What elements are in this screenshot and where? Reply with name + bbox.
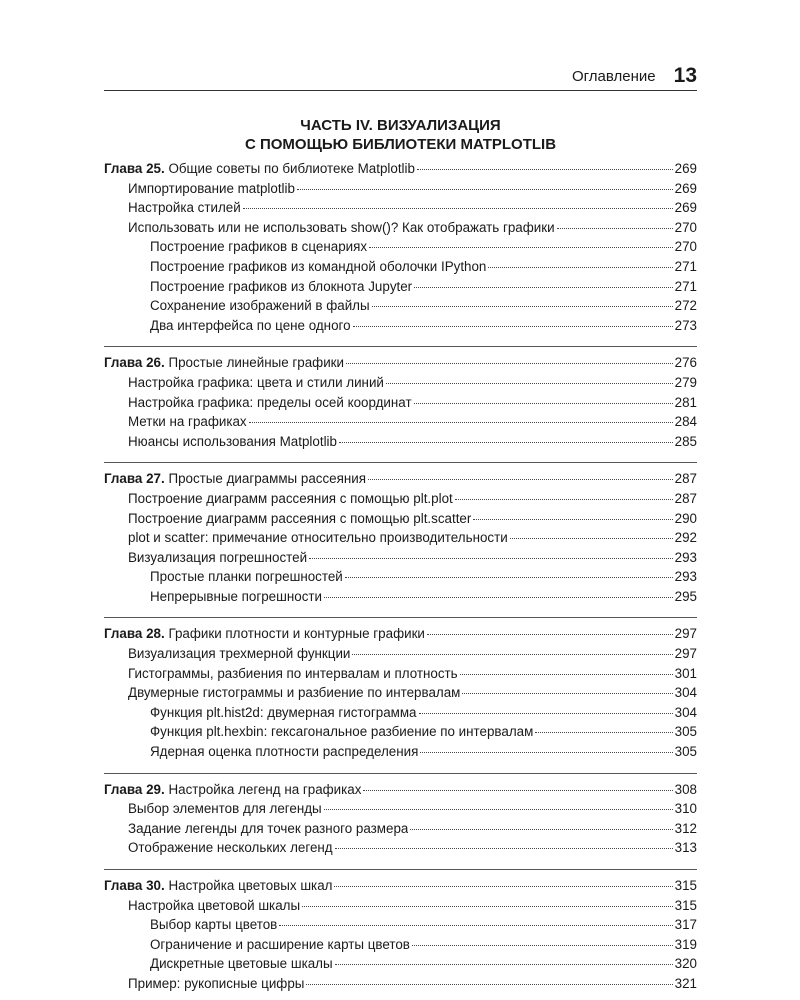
dot-leader (279, 925, 672, 926)
subsection-entry[interactable] (104, 744, 697, 764)
subsection-entry[interactable] (104, 569, 697, 589)
chapter-page: 315 (674, 878, 697, 893)
entry-title: Двумерные гистограммы и разбиение по интервалам (128, 685, 461, 701)
part-title-line-2: С ПОМОЩЬЮ БИБЛИОТЕКИ MATPLOTLIB (244, 136, 557, 153)
section-entry[interactable] (104, 434, 697, 454)
dot-leader (410, 829, 672, 830)
section-entry[interactable] (104, 821, 697, 841)
entry-title: Настройка графика: пределы осей координат (128, 394, 412, 410)
entry-title: Импортирование matplotlib (128, 180, 295, 196)
entry-page: 269 (674, 180, 697, 196)
entry-title: Метки на графиках (128, 414, 247, 430)
chapter-group (104, 346, 697, 453)
section-entry[interactable] (104, 646, 697, 666)
entry-page: 305 (674, 744, 697, 760)
dot-leader (369, 247, 673, 248)
chapter-group (104, 869, 697, 996)
dot-leader (346, 363, 673, 364)
entry-title: Построение диаграмм рассеяния с помощью plt.scatter (128, 510, 472, 526)
chapter-number: Глава 27. (104, 471, 165, 487)
entry-page: 312 (674, 820, 697, 836)
dot-leader (412, 945, 673, 946)
entry-title: Использовать или не использовать show()? Как отображать графики (128, 219, 555, 235)
entry-page: 313 (674, 840, 697, 856)
subsection-entry[interactable] (104, 937, 697, 957)
entry-page: 271 (674, 258, 697, 274)
entry-title: Отображение нескольких легенд (128, 840, 333, 856)
entry-title: Выбор карты цветов (150, 917, 278, 933)
section-entry[interactable] (104, 181, 697, 201)
dot-leader (302, 906, 673, 907)
chapter-title: Настройка цветовых шкал (168, 878, 333, 893)
entry-page: 269 (674, 200, 697, 216)
entry-title: Нюансы использования Matplotlib (128, 433, 337, 449)
dot-leader (414, 287, 673, 288)
section-entry[interactable] (104, 666, 697, 686)
chapter-number: Глава 28. (104, 626, 165, 642)
entry-page: 301 (674, 665, 697, 681)
dot-leader (363, 790, 672, 791)
entry-page: 304 (674, 685, 697, 701)
dot-leader (427, 634, 673, 635)
dot-leader (386, 383, 673, 384)
chapter-page: 297 (674, 626, 697, 642)
dot-leader (324, 597, 673, 598)
chapter-number: Глава 25. (104, 161, 165, 176)
entry-title: Построение графиков из командной оболочки IPython (150, 258, 487, 274)
chapter-entry[interactable] (104, 471, 697, 491)
running-head-title: Оглавление (572, 68, 656, 85)
section-entry[interactable] (104, 491, 697, 511)
chapter-group (104, 462, 697, 608)
entry-page: 293 (674, 549, 697, 565)
entry-page: 285 (674, 433, 697, 449)
subsection-entry[interactable] (104, 239, 697, 259)
entry-title: Настройка цветовой шкалы (128, 897, 301, 913)
entry-title: Построение графиков в сценариях (150, 239, 368, 255)
dot-leader (353, 326, 673, 327)
entry-page: 290 (674, 510, 697, 526)
entry-page: 279 (674, 374, 697, 390)
part-title (104, 116, 697, 154)
entry-page: 310 (674, 801, 697, 817)
entry-title: Гистограммы, разбиения по интервалам и плотность (128, 665, 458, 681)
section-entry[interactable] (104, 530, 697, 550)
dot-leader (419, 713, 673, 714)
dot-leader (335, 848, 673, 849)
dot-leader (488, 267, 672, 268)
entry-title: Задание легенды для точек разного размера (128, 820, 409, 836)
entry-page: 305 (674, 724, 697, 740)
entry-title: Сохранение изображений в файлы (150, 298, 370, 314)
dot-leader (339, 442, 673, 443)
chapter-entry[interactable] (104, 161, 697, 181)
dot-leader (557, 228, 673, 229)
dot-leader (368, 479, 673, 480)
chapter-page: 308 (674, 781, 697, 797)
dot-leader (414, 403, 673, 404)
chapter-title: Настройка легенд на графиках (168, 781, 362, 797)
dot-leader (510, 538, 673, 539)
dot-leader (297, 189, 673, 190)
entry-title: Непрерывные погрешности (150, 588, 323, 604)
part-title-line-1: ЧАСТЬ IV. ВИЗУАЛИЗАЦИЯ (300, 117, 501, 134)
subsection-entry[interactable] (104, 724, 697, 744)
entry-title: Дискретные цветовые шкалы (150, 956, 333, 972)
entry-title: Визуализация трехмерной функции (128, 646, 351, 662)
dot-leader (309, 558, 673, 559)
subsection-entry[interactable] (104, 705, 697, 725)
table-of-contents (104, 161, 697, 996)
entry-page: 297 (674, 646, 697, 662)
dot-leader (243, 208, 673, 209)
subsection-entry[interactable] (104, 318, 697, 338)
entry-page: 270 (674, 219, 697, 235)
chapter-label (104, 626, 425, 641)
entry-page: 270 (674, 239, 697, 255)
chapter-page: 276 (674, 355, 697, 371)
section-entry[interactable] (104, 976, 697, 996)
section-entry[interactable] (104, 200, 697, 220)
chapter-group (104, 617, 697, 763)
entry-title: Простые планки погрешностей (150, 569, 343, 585)
entry-title: Построение диаграмм рассеяния с помощью plt.plot (128, 490, 453, 506)
entry-title: Выбор элементов для легенды (128, 801, 322, 817)
dot-leader (473, 519, 672, 520)
dot-leader (455, 499, 673, 500)
chapter-entry[interactable] (104, 878, 697, 898)
section-entry[interactable] (104, 550, 697, 570)
section-entry[interactable] (104, 414, 697, 434)
chapter-entry[interactable] (104, 355, 697, 375)
chapter-title: Простые линейные графики (168, 355, 345, 371)
dot-leader (306, 984, 672, 985)
dot-leader (417, 169, 673, 170)
entry-page: 295 (674, 588, 697, 604)
entry-page: 272 (674, 298, 697, 314)
chapter-group (104, 773, 697, 860)
chapter-title: Простые диаграммы рассеяния (168, 471, 366, 487)
page-number: 13 (673, 64, 697, 87)
entry-title: Функция plt.hexbin: гексагональное разбиение по интервалам (150, 724, 534, 740)
entry-page: 293 (674, 569, 697, 585)
entry-title: Функция plt.hist2d: двумерная гистограмма (150, 704, 417, 720)
entry-page: 321 (674, 975, 697, 991)
subsection-entry[interactable] (104, 956, 697, 976)
entry-title: Два интерфейса по цене одного (150, 317, 351, 333)
running-head (104, 58, 697, 88)
entry-page: 287 (674, 490, 697, 506)
entry-title: Построение графиков из блокнота Jupyter (150, 278, 413, 294)
chapter-group (104, 161, 697, 337)
section-entry[interactable] (104, 840, 697, 860)
chapter-number: Глава 30. (104, 878, 165, 893)
section-entry[interactable] (104, 395, 697, 415)
chapter-page: 287 (674, 471, 697, 487)
dot-leader (335, 964, 673, 965)
subsection-entry[interactable] (104, 298, 697, 318)
dot-leader (345, 577, 673, 578)
dot-leader (324, 809, 673, 810)
subsection-entry[interactable] (104, 279, 697, 299)
entry-page: 319 (674, 936, 697, 952)
entry-page: 304 (674, 704, 697, 720)
chapter-title: Графики плотности и контурные графики (168, 626, 425, 642)
section-entry[interactable] (104, 898, 697, 918)
header-rule (104, 90, 697, 91)
entry-page: 320 (674, 956, 697, 972)
chapter-page: 269 (674, 161, 697, 176)
entry-page: 281 (674, 394, 697, 410)
entry-title: Настройка стилей (128, 200, 241, 216)
chapter-label (104, 355, 344, 370)
chapter-number: Глава 29. (104, 781, 165, 797)
dot-leader (535, 732, 672, 733)
chapter-entry[interactable] (104, 782, 697, 802)
chapter-label (104, 878, 332, 893)
subsection-entry[interactable] (104, 589, 697, 609)
chapter-label (104, 471, 366, 486)
dot-leader (334, 886, 672, 887)
subsection-entry[interactable] (104, 917, 697, 937)
chapter-number: Глава 26. (104, 355, 165, 371)
dot-leader (420, 752, 672, 753)
section-entry[interactable] (104, 801, 697, 821)
entry-title: Визуализация погрешностей (128, 549, 308, 565)
subsection-entry[interactable] (104, 259, 697, 279)
section-entry[interactable] (104, 220, 697, 240)
entry-page: 315 (674, 897, 697, 913)
dot-leader (249, 422, 673, 423)
entry-page: 292 (674, 530, 697, 546)
dot-leader (372, 306, 673, 307)
entry-page: 273 (674, 317, 697, 333)
section-entry[interactable] (104, 511, 697, 531)
entry-title: Ограничение и расширение карты цветов (150, 936, 410, 952)
entry-title: Настройка графика: цвета и стили линий (128, 374, 384, 390)
entry-page: 271 (674, 278, 697, 294)
chapter-label (104, 161, 415, 176)
dot-leader (352, 654, 672, 655)
chapter-entry[interactable] (104, 626, 697, 646)
section-entry[interactable] (104, 375, 697, 395)
entry-page: 284 (674, 414, 697, 430)
chapter-title: Общие советы по библиотеке Matplotlib (168, 161, 415, 176)
entry-title: plot и scatter: примечание относительно производительности (128, 530, 508, 546)
chapter-label (104, 782, 361, 797)
entry-page: 317 (674, 917, 697, 933)
entry-title: Ядерная оценка плотности распределения (150, 744, 419, 760)
section-entry[interactable] (104, 685, 697, 705)
dot-leader (460, 674, 673, 675)
entry-title: Пример: рукописные цифры (128, 975, 305, 991)
dot-leader (462, 693, 672, 694)
